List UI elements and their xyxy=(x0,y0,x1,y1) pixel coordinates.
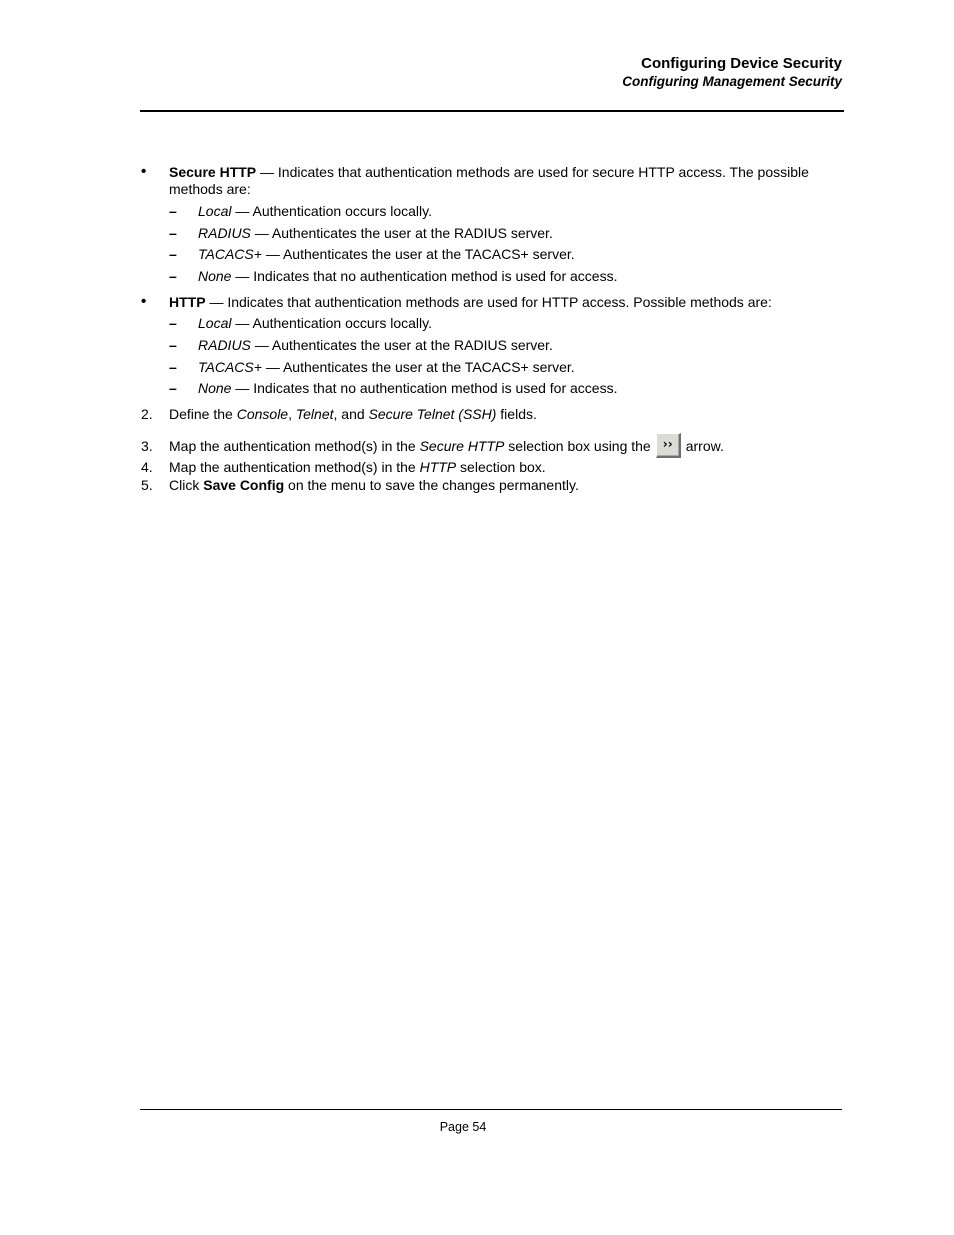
bullet-text: — Indicates that authentication methods are used for secure HTTP access. The possible xyxy=(256,164,809,180)
step-map-secure-http xyxy=(169,437,724,458)
method-desc: — Authentication occurs locally. xyxy=(231,203,432,219)
method-item xyxy=(198,267,617,285)
running-header xyxy=(622,54,842,90)
method-name: TACACS+ xyxy=(198,246,262,262)
step-text: , xyxy=(288,406,296,422)
field-name-http: HTTP xyxy=(419,459,457,475)
step-text: Map the authentication method(s) in the xyxy=(169,459,420,475)
dash-marker: – xyxy=(169,380,177,396)
method-desc: — Indicates that no authentication method is used for access. xyxy=(231,380,618,396)
method-name: TACACS+ xyxy=(198,359,262,375)
method-item xyxy=(198,224,553,242)
method-name: RADIUS xyxy=(198,337,251,353)
step-text: Click xyxy=(169,477,204,493)
dash-marker: – xyxy=(169,315,177,331)
step-map-http xyxy=(169,458,546,476)
method-item xyxy=(198,314,432,332)
header-divider xyxy=(140,110,844,112)
dash-marker: – xyxy=(169,203,177,219)
method-name: None xyxy=(198,268,232,284)
field-name-ssh: Secure Telnet (SSH) xyxy=(368,406,497,422)
dash-marker: – xyxy=(169,359,177,375)
step-text: , and xyxy=(333,406,369,422)
footer-divider xyxy=(140,1109,842,1110)
dash-marker: – xyxy=(169,225,177,241)
step-text: arrow. xyxy=(685,438,724,455)
method-item xyxy=(198,202,432,220)
method-desc: — Authenticates the user at the RADIUS server. xyxy=(250,225,553,241)
page-number: Page 54 xyxy=(439,1120,487,1134)
method-item xyxy=(198,336,553,354)
bullet-term: Secure HTTP xyxy=(169,164,257,180)
step-number: 5. xyxy=(141,477,153,493)
bullet-http xyxy=(169,293,772,311)
method-name: Local xyxy=(198,315,232,331)
step-text: Define the xyxy=(169,406,237,422)
method-item xyxy=(198,358,575,376)
chapter-title: Configuring Device Security xyxy=(641,55,842,72)
field-name-secure-http: Secure HTTP xyxy=(419,438,505,455)
step-text: selection box using the xyxy=(504,438,651,455)
step-number: 3. xyxy=(141,438,153,454)
bullet-text: — Indicates that authentication methods are used for HTTP access. Possible methods are: xyxy=(205,294,772,310)
method-desc: — Indicates that no authentication method is used for access. xyxy=(231,268,618,284)
step-number: 2. xyxy=(141,406,153,422)
step-text: selection box. xyxy=(456,459,546,475)
dash-marker: – xyxy=(169,268,177,284)
method-name: Local xyxy=(198,203,232,219)
bullet-secure-http xyxy=(169,163,809,181)
method-desc: — Authenticates the user at the RADIUS server. xyxy=(250,337,553,353)
method-desc: — Authentication occurs locally. xyxy=(231,315,432,331)
field-name-telnet: Telnet xyxy=(295,406,334,422)
step-define-fields xyxy=(169,405,537,423)
method-item xyxy=(198,245,575,263)
dash-marker: – xyxy=(169,337,177,353)
method-name: None xyxy=(198,380,232,396)
bullet-text-continued: methods are: xyxy=(169,181,251,197)
step-save-config xyxy=(169,476,579,494)
dash-marker: – xyxy=(169,246,177,262)
method-item xyxy=(198,379,617,397)
step-text: Map the authentication method(s) in the xyxy=(169,438,420,455)
bullet-term: HTTP xyxy=(169,294,206,310)
field-name-console: Console xyxy=(236,406,289,422)
double-arrow-right-icon: ›› xyxy=(656,433,681,458)
step-number: 4. xyxy=(141,459,153,475)
step-text: fields. xyxy=(496,406,537,422)
menu-item-name: Save Config xyxy=(203,477,285,493)
step-text: on the menu to save the changes permanently. xyxy=(284,477,579,493)
bullet-marker: • xyxy=(141,163,147,180)
section-title: Configuring Management Security xyxy=(622,74,842,89)
method-name: RADIUS xyxy=(198,225,251,241)
method-desc: — Authenticates the user at the TACACS+ server. xyxy=(261,359,575,375)
bullet-marker: • xyxy=(141,293,147,310)
method-desc: — Authenticates the user at the TACACS+ server. xyxy=(261,246,575,262)
